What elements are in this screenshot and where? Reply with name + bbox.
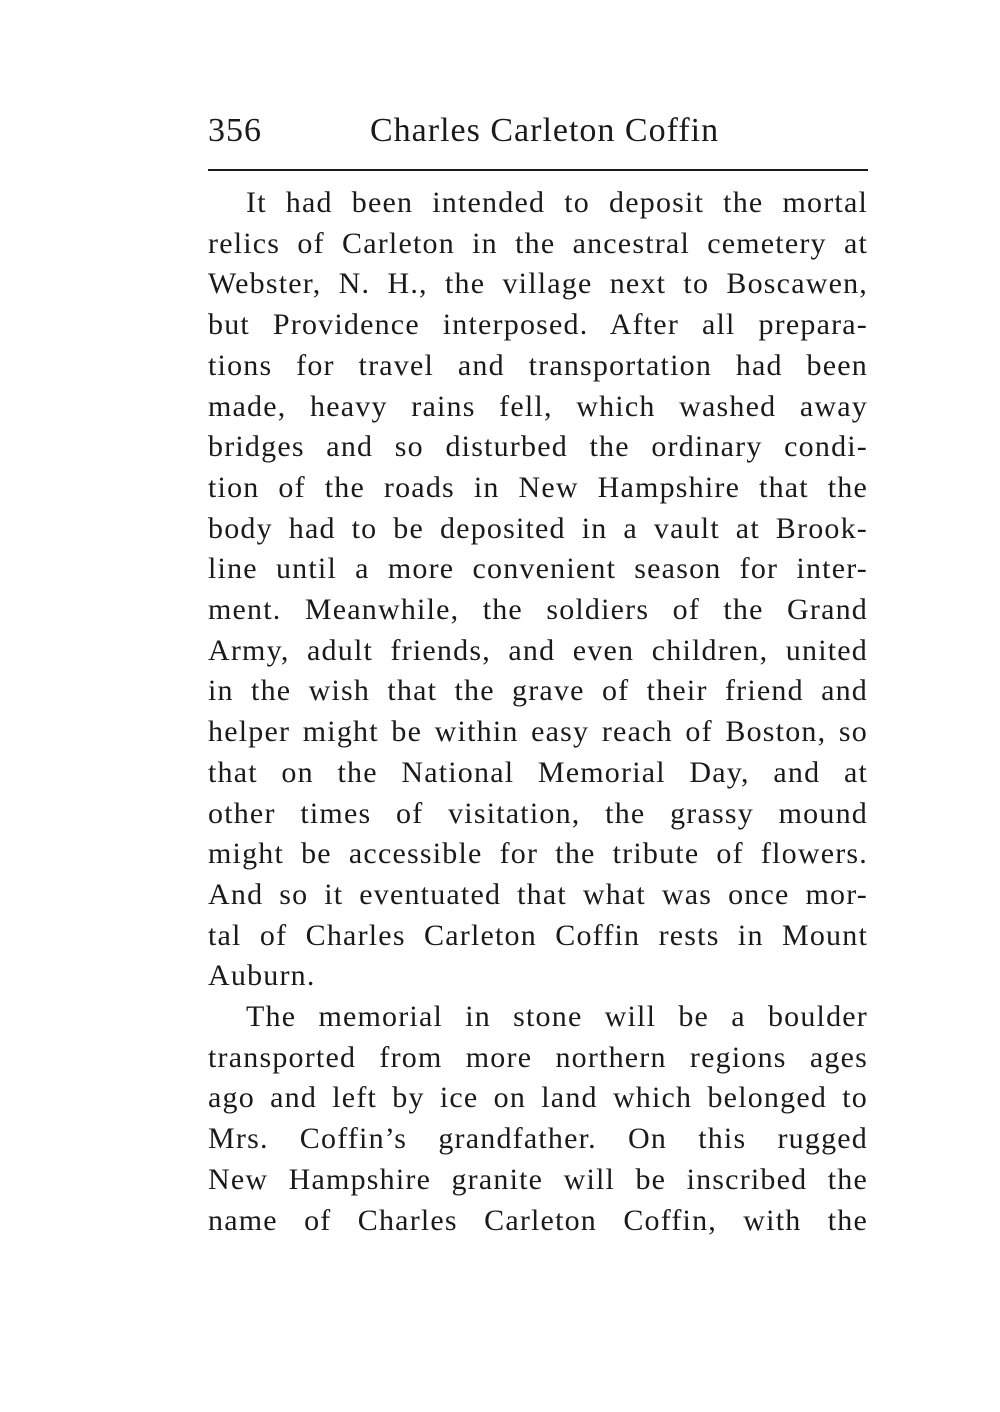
text-line: tions for travel and transportation had been — [208, 348, 868, 382]
paragraph — [208, 183, 868, 997]
text-line: And so it eventuated that what was once mor- — [208, 877, 868, 911]
text-line: Mrs. Coffin’s grandfather. On this rugged — [208, 1122, 868, 1156]
body-text — [208, 183, 868, 1241]
text-line: Webster, N. H., the village next to Boscawen, — [208, 267, 868, 301]
text-line: in the wish that the grave of their friend and — [208, 674, 868, 708]
text-line: might be accessible for the tribute of flowers. — [208, 837, 868, 871]
text-line: tion of the roads in New Hampshire that the — [208, 470, 868, 504]
text-line: made, heavy rains fell, which washed away — [208, 389, 868, 423]
text-line: It had been intended to deposit the mortal — [246, 186, 868, 219]
text-line: ago and left by ice on land which belonged to — [208, 1081, 868, 1115]
text-line: transported from more northern regions ages — [208, 1040, 868, 1074]
text-line: body had to be deposited in a vault at Brook- — [208, 511, 868, 545]
text-line: bridges and so disturbed the ordinary condi- — [208, 430, 868, 464]
text-line: tal of Charles Carleton Coffin rests in Mount — [208, 918, 868, 952]
text-line: line until a more convenient season for inter- — [208, 552, 868, 586]
text-line: relics of Carleton in the ancestral cemetery at — [208, 226, 868, 260]
page-number: 356 — [208, 112, 262, 149]
running-head-title: Charles Carleton Coffin — [370, 112, 720, 149]
text-line: name of Charles Carleton Coffin, with the — [208, 1203, 868, 1237]
text-line: ment. Meanwhile, the soldiers of the Grand — [208, 593, 868, 627]
text-line: New Hampshire granite will be inscribed the — [208, 1162, 868, 1196]
text-line: Army, adult friends, and even children, united — [208, 633, 868, 667]
text-line: helper might be within easy reach of Boston, so — [208, 715, 868, 749]
text-line: Auburn. — [208, 959, 316, 993]
text-line: but Providence interposed. After all prepara- — [208, 308, 868, 342]
header-rule — [208, 169, 868, 171]
text-line: other times of visitation, the grassy mound — [208, 796, 868, 830]
paragraph — [208, 997, 868, 1241]
text-line: that on the National Memorial Day, and at — [208, 755, 868, 789]
text-line: The memorial in stone will be a boulder — [246, 1000, 868, 1034]
